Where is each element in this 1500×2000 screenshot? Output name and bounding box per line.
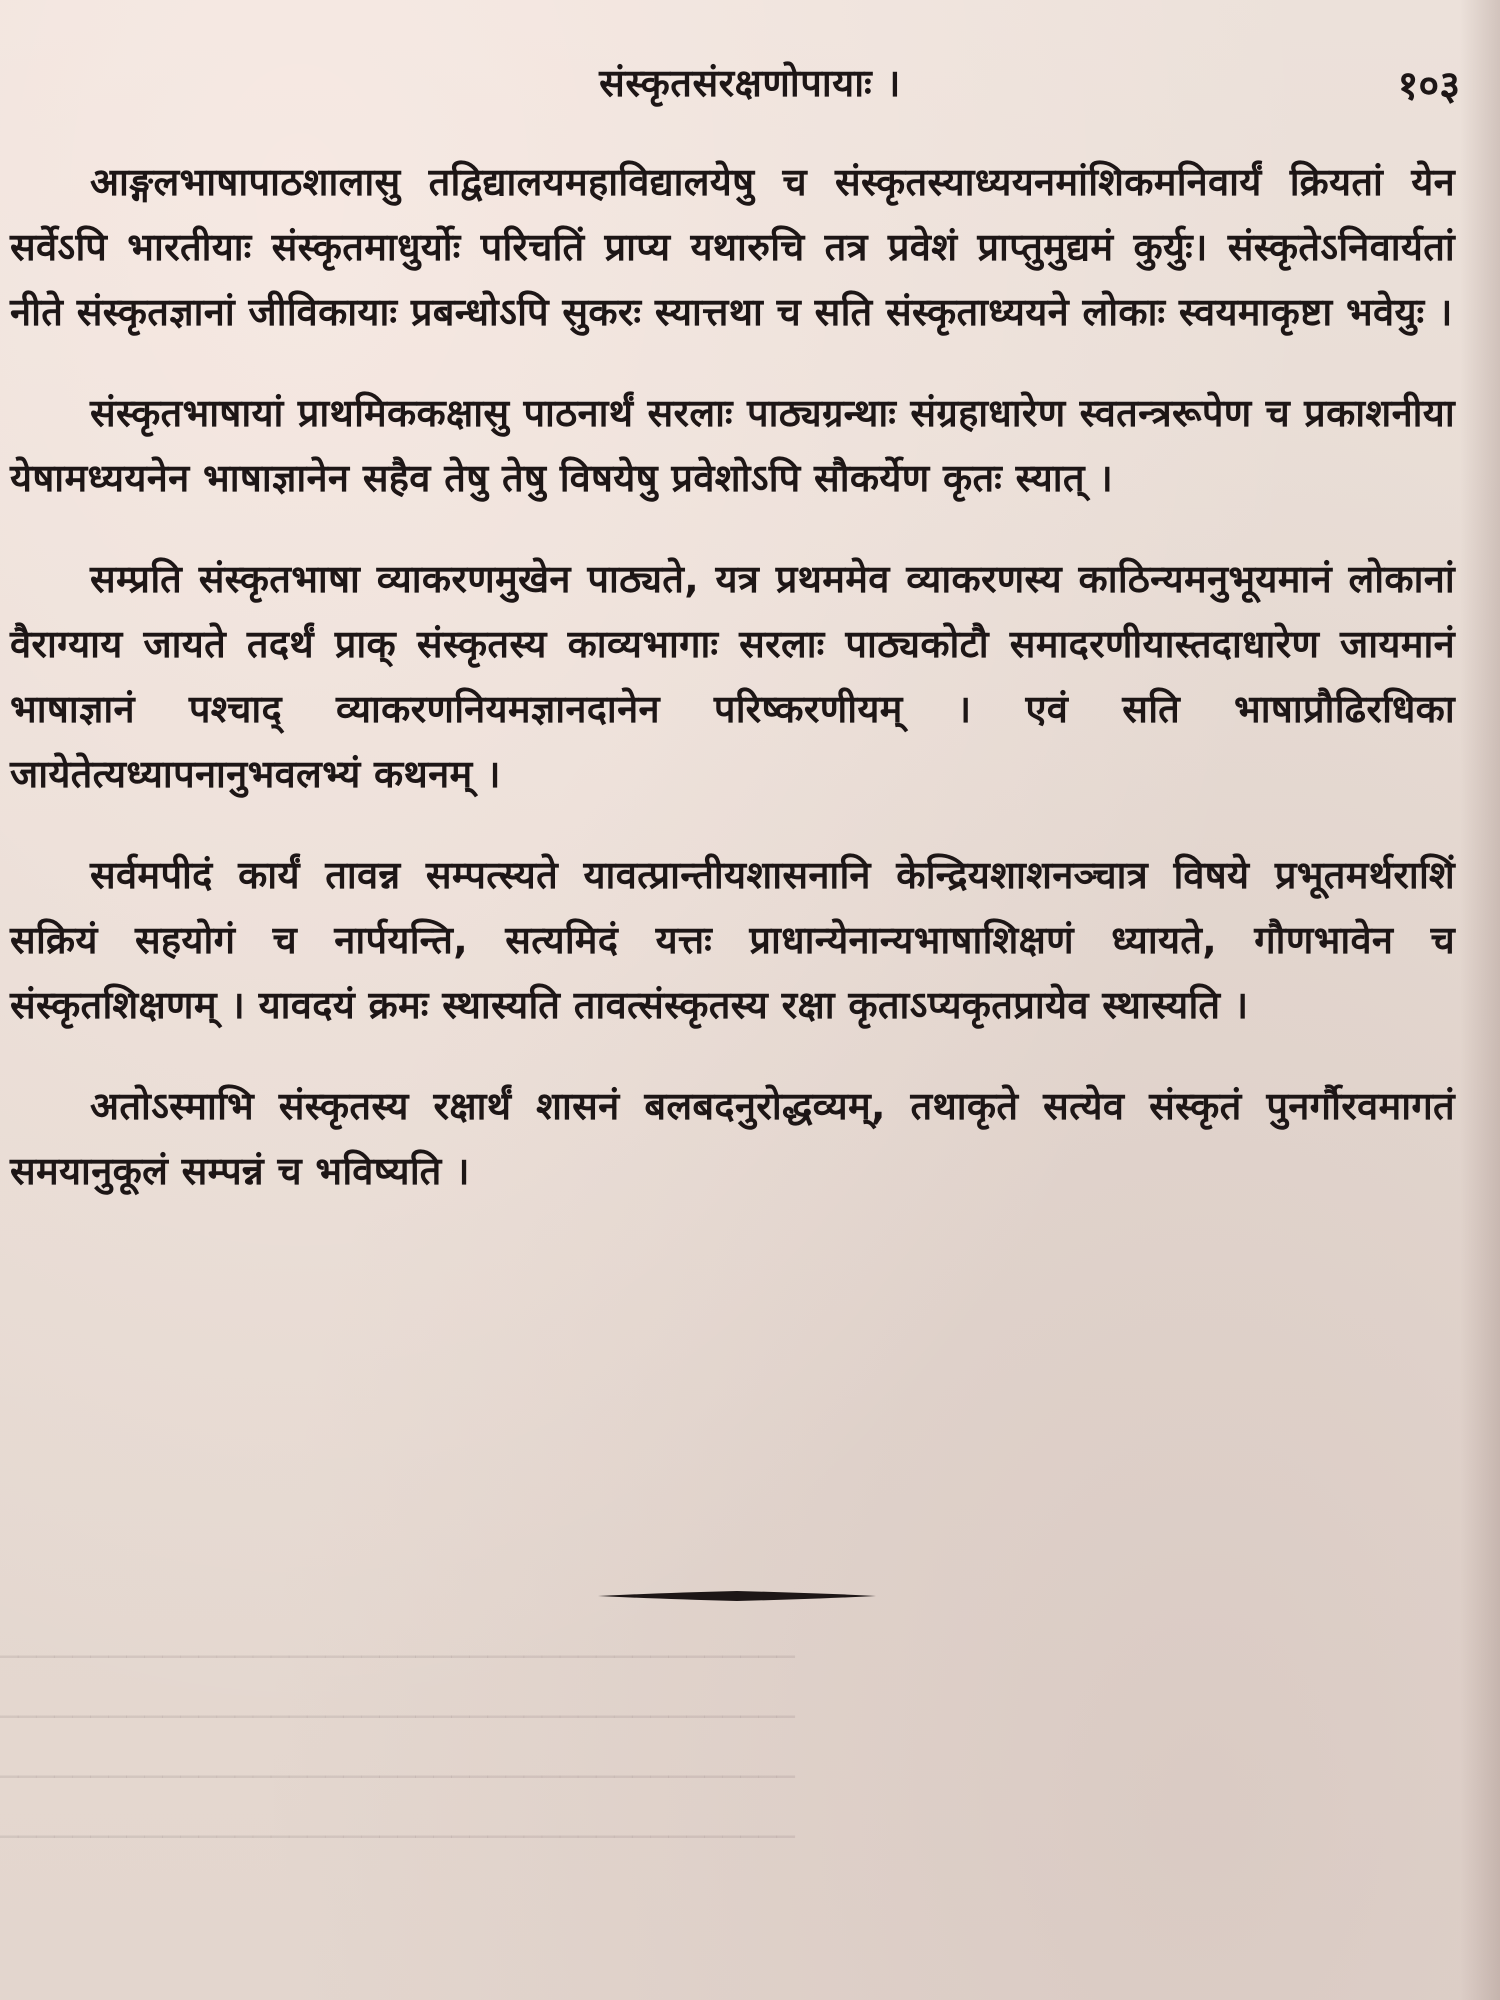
- page-number: १०३: [1397, 63, 1460, 109]
- show-through-line: ────────────────────────────────────────────: [0, 1640, 795, 1675]
- paragraph: संस्कृतभाषायां प्राथमिककक्षासु पाठनार्थं सरलाः पाठ्यग्रन्थाः संग्रहाधारेण स्वतन्त्ररूपेण च प्रकाशनीया येषामध्ययनेन भाषाज्ञानेन सहैव तेषु तेषु विषयेषु प्रवेशोऽपि सौकर्येण कृतः स्यात् ।: [10, 391, 1455, 500]
- running-header: [0, 52, 1500, 112]
- show-through-line: ────────────────────────────────────────────: [0, 1700, 795, 1735]
- paragraph: सम्प्रति संस्कृतभाषा व्याकरणमुखेन पाठ्यते, यत्र प्रथममेव व्याकरणस्य काठिन्यमनुभूयमानं लोकानां वैराग्याय जायते तदर्थं प्राक् संस्कृतस्य काव्यभागाः सरलाः पाठ्यकोटौ समादरणीयास्तदाधारेण जायमानं भाषाज्ञानं पश्चाद् व्याकरणनियमज्ञानदानेन परिष्करणीयम् । एवं सति भाषाप्रौढिरधिका जायेतेत्यध्यापनानुभवलभ्यं कथनम् ।: [10, 557, 1455, 796]
- show-through-line: ────────────────────────────────────────────: [0, 1760, 795, 1795]
- paragraph: अतोऽस्माभि संस्कृतस्य रक्षार्थं शासनं बलबदनुरोद्धव्यम्, तथाकृते सत्येव संस्कृतं पुनर्गौरवमागतं समयानुकूलं सम्पन्नं च भविष्यति ।: [10, 1084, 1455, 1193]
- paragraph: आङ्गलभाषापाठशालासु तद्विद्यालयमहाविद्यालयेषु च संस्कृतस्याध्ययनमांशिकमनिवार्यं क्रियतां येन सर्वेऽपि भारतीयाः संस्कृतमाधुर्योः परिचतिं प्राप्य यथारुचि तत्र प्रवेशं प्राप्तुमुद्यमं कुर्युः। संस्कृतेऽनिवार्यतां नीते संस्कृतज्ञानां जीविकायाः प्रबन्धोऽपि सुकरः स्यात्तथा च सति संस्कृताध्ययने लोकाः स्वयमाकृष्टा भवेयुः ।: [10, 160, 1455, 334]
- show-through-line: ────────────────────────────────────────────: [0, 1820, 795, 1855]
- end-ornament-rule: [598, 1588, 876, 1604]
- paragraph: सर्वमपीदं कार्यं तावन्न सम्पत्स्यते यावत्प्रान्तीयशासनानि केन्द्रियशाशनञ्चात्र विषये प्रभूतमर्थराशिं सक्रियं सहयोगं च नार्पयन्ति, सत्यमिदं यत्तः प्राधान्येनान्यभाषाशिक्षणं ध्यायते, गौणभावेन च संस्कृतशिक्षणम् । यावदयं क्रमः स्थास्यति तावत्संस्कृतस्य रक्षा कृताऽप्यकृतप्रायेव स्थास्यति ।: [10, 853, 1455, 1027]
- body-text: [10, 150, 1455, 1240]
- running-title: संस्कृतसंरक्षणोपायाः ।: [599, 61, 901, 105]
